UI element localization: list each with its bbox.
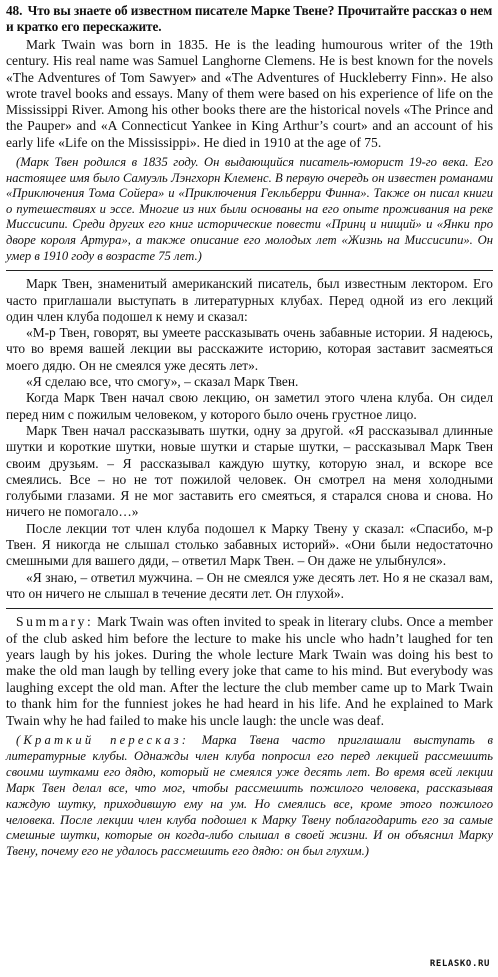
- story-section: [6, 276, 493, 602]
- story-paragraph: «М-р Твен, говорят, вы умеете рассказывать очень забавные истории. Я надеюсь, что во время вашей лекции вы расскажите историю, которая заставит засмеяться моего дядю. Он не смеялся уже десять лет».: [6, 325, 493, 373]
- story-paragraph: Марк Твен, знаменитый американский писатель, был известным лектором. Его часто приглашали выступать в литературных клубах. Перед одной из его лекций один член клуба подошел к нему и сказал:: [6, 276, 493, 324]
- question-heading: [6, 3, 493, 35]
- summary-russian: [6, 733, 493, 860]
- summary-text: Mark Twain was often invited to speak in literary clubs. Once a member of the club asked him before the lecture to make his uncle who hadn’t laughed for ten years laugh by his jokes. During the whole lecture Mark Twain was doing his best to make the old man laugh by telling every joke that came to his mind. But everybody was laughing except the old man. After the lecture the club member came up to Mark Twain to thank him for the funniest jokes he had heard in his life. And he explained to Mark Twain why he had failed to make his uncle laugh: the uncle was deaf.: [6, 614, 493, 728]
- summary-english: [6, 614, 493, 729]
- textbook-page: [6, 3, 493, 860]
- summary-label: Summary:: [16, 614, 94, 630]
- section-divider: [6, 270, 493, 271]
- question-text: Что вы знаете об известном писателе Марке Твене? Прочитайте рассказ о нем и кратко его перескажите.: [6, 3, 493, 34]
- story-paragraph: Когда Марк Твен начал свою лекцию, он заметил этого члена клуба. Он сидел перед ним с пожилым человеком, у которого было очень грустное лицо.: [6, 390, 493, 422]
- section-divider: [6, 608, 493, 609]
- story-paragraph: «Я сделаю все, что смогу», – сказал Марк Твен.: [26, 374, 299, 390]
- russian-translation: (Марк Твен родился в 1835 году. Он выдающийся писатель-юморист 19-го века. Его настоящее имя было Самуэль Лэнгхорн Клеменс. В первую очередь он известен романами «Приключения Тома Сойера» и «Приключения Гекльберри Финна». Также он писал книги о путешествиях и эссе. Многие из них были основаны на его опыте проживания на реке Миссисипи. Среди других его книг исторические повести «Принц и нищий» и «Янки про дворе короля Артура», а также описание его молодых лет «Жизнь на Миссисипи». Он умер в 1910 году в возрасте 75 лет.): [6, 155, 493, 263]
- summary-ru-label: (Краткий пересказ:: [16, 733, 190, 748]
- english-text: Mark Twain was born in 1835. He is the leading humourous writer of the 19th century. His real name was Samuel Langhorne Clemens. He is best known for the novels «The Adventures of Tom Sawyer» and «The Adventures of Huckleberry Finn». He also wrote travel books and essays. Many of them were based on his experience of life on the Mississippi River. Among his other books there are the historical novels «The Prince and the Pauper» and «A Connecticut Yankee in King Arthur’s court» and an account of his early life «Life on the Mississippi». He died in 1910 at the age of 75.: [6, 37, 493, 150]
- story-paragraph: Марк Твен начал рассказывать шутки, одну за другой. «Я рассказывал длинные шутки и короткие шутки, новые шутки и старые шутки, – рассказывал Марк Твен своим друзьям. – Я рассказывал каждую шутку, которую знал, и вскоре все смеялись. Все – но не тот пожилой человек. Он смотрел на меня холодными голубыми глазами. Я не мог заставить его смеяться, я старался снова и снова. Но ничего не помогало…»: [6, 422, 493, 520]
- question-number: 48.: [6, 3, 23, 18]
- story-paragraph: «Я знаю, – ответил мужчина. – Он не смеялся уже десять лет. Но я не сказал вам, что он ничего не слышал в течение десяти лет. Он глухой».: [6, 569, 493, 601]
- site-watermark: RELASKO.RU: [429, 959, 490, 969]
- summary-ru-text: Марка Твена часто приглашали выступать в литературные клубы. Однажды член клуба попросил его перед лекцией рассмешить своими шутками его дядю, который не смеялся уже десять лет. Во время всей лекции Марк Твен делал все, что мог, чтобы рассмешить пожилого человека, рассказывая каждую шутку, приходившую ему на ум. Но смеялись все, кроме этого пожилого человека. После лекции член клуба подошел к Марку Твену поблагодарить его за самые смешные шутки, которые он когда-либо слышал в своей жизни. И он объяснил Марку Твену, почему его не удалось рассмешить его дядю: он был глухим.): [6, 733, 493, 859]
- story-paragraph: После лекции тот член клуба подошел к Марку Твену у сказал: «Спасибо, м-р Твен. Я никогда не слышал столько забавных историй». «Они были недостаточно смешными для вашего дяди, – ответил Марк Твен. – Он даже не улыбнулся».: [6, 520, 493, 569]
